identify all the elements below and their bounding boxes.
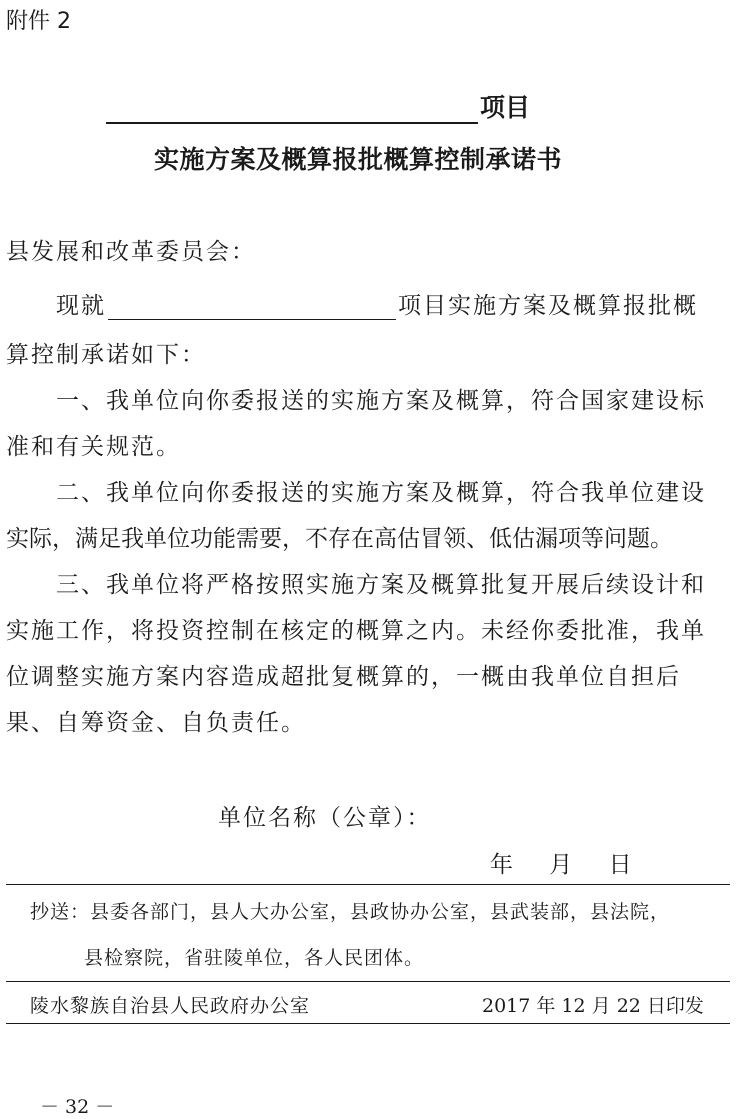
paragraph-3-line-3: 位调整实施方案内容造成超批复概算的，一概由我单位自担后	[6, 664, 681, 690]
paragraph-1-line-2: 准和有关规范。	[6, 434, 181, 460]
paragraph-3-line-1: 三、我单位将严格按照实施方案及概算批复开展后续设计和	[56, 572, 706, 598]
paragraph-3-line-2: 实施工作，将投资控制在核定的概算之内。未经你委批准，我单	[6, 618, 706, 644]
intro-suffix: 项目实施方案及概算报批概	[398, 293, 698, 319]
page-number: － 32 －	[40, 1096, 115, 1118]
addressee: 县发展和改革委员会：	[6, 239, 256, 265]
cc-line-1: 抄送：县委各部门，县人大办公室，县政协办公室，县武装部，县法院，	[30, 901, 671, 923]
intro-continuation: 算控制承诺如下：	[6, 342, 206, 368]
paragraph-1-line-1: 一、我单位向你委报送的实施方案及概算，符合国家建设标	[56, 388, 706, 414]
cc-line-2: 县检察院，省驻陵单位，各人民团体。	[84, 947, 425, 969]
title-project-suffix: 项目	[480, 93, 531, 122]
intro-project-blank	[108, 295, 396, 320]
footer-bottom-rule	[6, 1023, 730, 1024]
intro-prefix: 现就	[56, 293, 106, 319]
issuing-office: 陵水黎族自治县人民政府办公室	[30, 995, 311, 1017]
document-title: 实施方案及概算报批概算控制承诺书	[154, 145, 563, 174]
date-placeholder: 年 月 日	[490, 852, 634, 878]
cc-bottom-rule	[6, 981, 730, 982]
attachment-label: 附件 2	[6, 9, 71, 34]
paragraph-2-line-2: 实际，满足我单位功能需要，不存在高估冒领、低估漏项等问题。	[6, 526, 673, 552]
title-line-1	[106, 88, 530, 124]
intro-line	[56, 287, 698, 320]
issue-date: 2017 年 12 月 22 日印发	[482, 995, 704, 1017]
paragraph-3-line-4: 果、自筹资金、自负责任。	[6, 710, 306, 736]
cc-top-rule	[6, 884, 730, 885]
unit-name-label: 单位名称（公章）：	[218, 805, 432, 831]
paragraph-2-line-1: 二、我单位向你委报送的实施方案及概算，符合我单位建设	[56, 480, 706, 506]
project-name-blank	[106, 96, 478, 124]
